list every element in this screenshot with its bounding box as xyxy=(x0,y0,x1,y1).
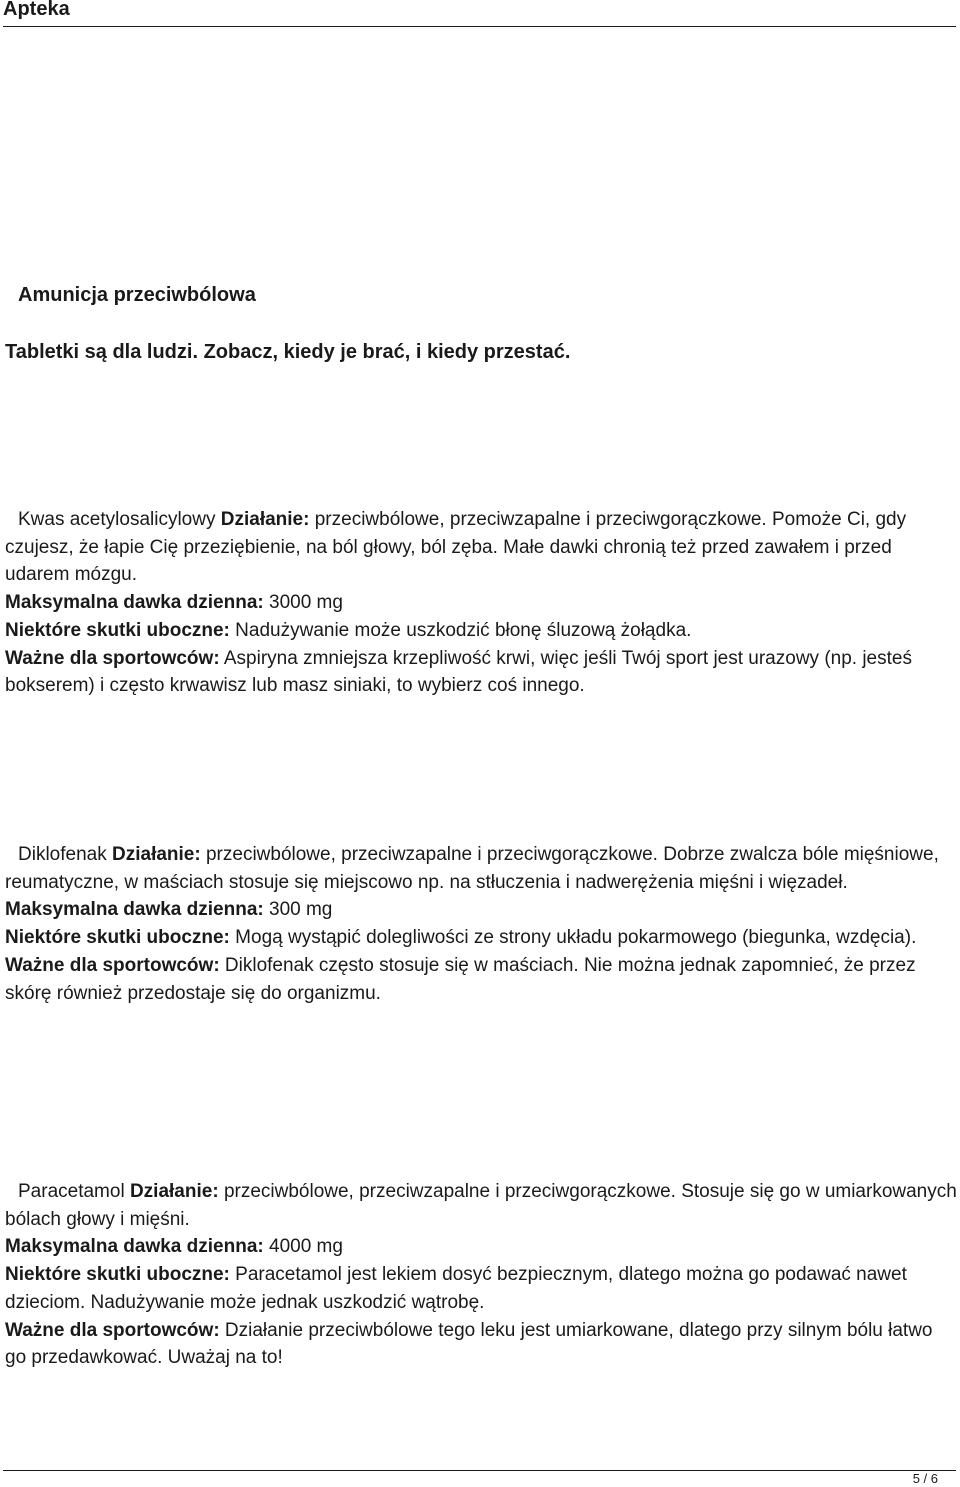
action-text: przeciwbólowe, przeciwzapalne i przeciwgorączkowe. Dobrze zwalcza bóle mięśniowe, reumatyczne, w maściach stosuje się miejscowo np. na stłuczenia i nadwerężenia mięśni i więzadeł. xyxy=(5,844,939,893)
side-effects-text: Paracetamol jest lekiem dosyć bezpiecznym, dlatego można go podawać nawet dzieciom. Nadużywanie może jednak uszkodzić wątrobę. xyxy=(5,1264,907,1313)
max-dose xyxy=(5,589,957,617)
athletes-note xyxy=(5,952,957,1007)
side-effects xyxy=(5,617,957,645)
athletes-text: Działanie przeciwbólowe tego leku jest umiarkowane, dlatego przy silnym bólu łatwo go przedawkować. Uważaj na to! xyxy=(5,1319,933,1369)
action-text: przeciwbólowe, przeciwzapalne i przeciwgorączkowe. Pomoże Ci, gdy czujesz, że łapie Cię przeziębienie, na ból głowy, ból zęba. Małe dawki chronią też przed zawałem i przed udarem mózgu. xyxy=(5,509,907,586)
max-dose xyxy=(5,896,957,924)
athletes-label: Ważne dla sportowców: xyxy=(5,954,220,976)
athletes-note xyxy=(5,1317,957,1372)
header-divider xyxy=(3,26,956,27)
drug-name: Paracetamol xyxy=(18,1181,125,1202)
athletes-label: Ważne dla sportowców: xyxy=(5,647,220,669)
drug-entry-diclofenac xyxy=(5,841,957,1007)
drug-description xyxy=(5,1178,957,1233)
action-label: Działanie: xyxy=(129,1181,219,1202)
max-dose-value: 300 mg xyxy=(269,899,333,921)
max-dose-value: 3000 mg xyxy=(269,592,343,614)
drug-name: Kwas acetylosalicylowy xyxy=(18,509,216,530)
athletes-text: Diklofenak często stosuje się w maściach. Nie można jednak zapomnieć, że przez skórę również przedostaje się do organizmu. xyxy=(5,954,916,1004)
drug-entry-aspirin xyxy=(5,506,957,700)
action-label: Działanie: xyxy=(112,844,201,865)
action-text: przeciwbólowe, przeciwzapalne i przeciwgorączkowe. Stosuje się go w umiarkowanych bólach głowy i mięśni. xyxy=(5,1181,957,1230)
page-header-title: Apteka xyxy=(3,0,70,20)
max-dose-value: 4000 mg xyxy=(269,1236,343,1258)
article-subheading: Tabletki są dla ludzi. Zobacz, kiedy je brać, i kiedy przestać. xyxy=(5,341,571,363)
page-number: 5 / 6 xyxy=(912,1471,938,1486)
max-dose-label: Maksymalna dawka dzienna: xyxy=(5,592,264,614)
max-dose xyxy=(5,1233,957,1261)
drug-entry-paracetamol xyxy=(5,1178,957,1372)
side-effects xyxy=(5,1261,957,1316)
athletes-note xyxy=(5,645,957,700)
side-effects-text: Mogą wystąpić dolegliwości ze strony układu pokarmowego (biegunka, wzdęcia). xyxy=(235,927,917,949)
side-effects-text: Nadużywanie może uszkodzić błonę śluzową żołądka. xyxy=(235,619,692,641)
side-effects-label: Niektóre skutki uboczne: xyxy=(5,1264,230,1286)
max-dose-label: Maksymalna dawka dzienna: xyxy=(5,1236,264,1258)
side-effects-label: Niektóre skutki uboczne: xyxy=(5,619,230,641)
drug-name: Diklofenak xyxy=(18,844,107,865)
max-dose-label: Maksymalna dawka dzienna: xyxy=(5,899,264,921)
athletes-label: Ważne dla sportowców: xyxy=(5,1319,220,1341)
footer-divider xyxy=(3,1470,956,1471)
action-label: Działanie: xyxy=(220,509,310,530)
drug-description xyxy=(5,841,957,896)
side-effects-label: Niektóre skutki uboczne: xyxy=(5,927,230,949)
side-effects xyxy=(5,924,957,952)
article-heading: Amunicja przeciwbólowa xyxy=(18,284,256,306)
athletes-text: Aspiryna zmniejsza krzepliwość krwi, więc jeśli Twój sport jest urazowy (np. jesteś bokserem) i często krwawisz lub masz siniaki, to wybierz coś innego. xyxy=(5,647,912,697)
drug-description xyxy=(5,506,957,589)
